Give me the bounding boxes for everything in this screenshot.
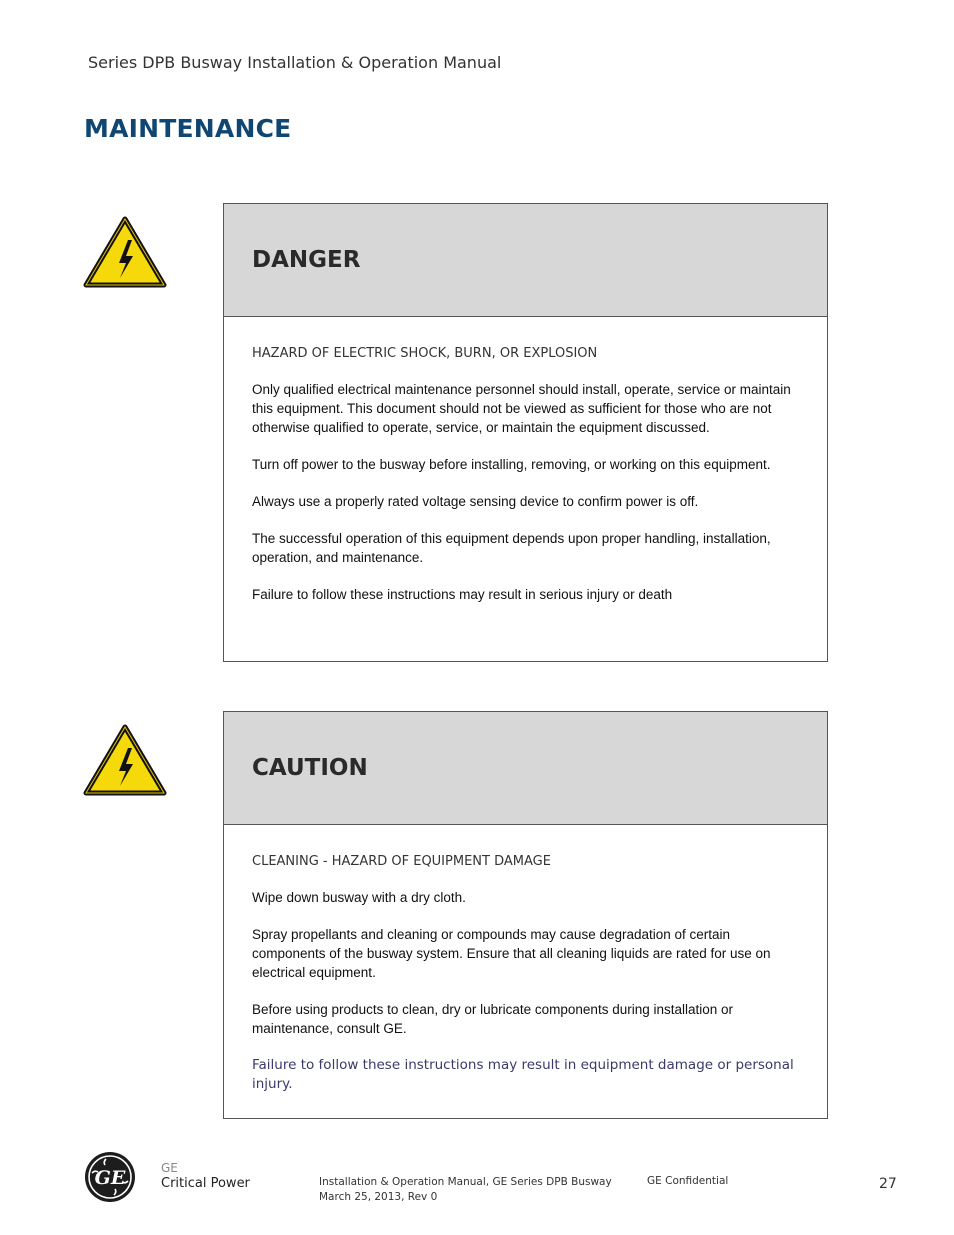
high-voltage-warning-icon	[83, 724, 167, 796]
footer-doc-date: March 25, 2013, Rev 0	[319, 1191, 438, 1203]
danger-paragraph: The successful operation of this equipment depends upon proper handling, installation, operation, and maintenance.	[252, 531, 771, 565]
footer-document-info	[319, 1175, 612, 1205]
caution-notice-box	[223, 711, 828, 1119]
section-title: MAINTENANCE	[84, 114, 292, 143]
caution-heading: CAUTION	[252, 755, 368, 781]
caution-paragraph: Failure to follow these instructions may result in equipment damage or personal injury.	[252, 1057, 794, 1092]
high-voltage-warning-icon	[83, 216, 167, 288]
danger-paragraph: Always use a properly rated voltage sensing device to confirm power is off.	[252, 494, 699, 509]
svg-text:GE: GE	[94, 1167, 126, 1189]
danger-body	[224, 317, 827, 604]
caution-paragraph: Before using products to clean, dry or lubricate components during installation or maintenance, consult GE.	[252, 1002, 734, 1036]
danger-notice-box	[223, 203, 828, 662]
footer-doc-title: Installation & Operation Manual, GE Series DPB Busway	[319, 1176, 612, 1188]
caution-header	[224, 712, 827, 825]
footer-division: Critical Power	[161, 1176, 250, 1191]
danger-header	[224, 204, 827, 317]
page-number: 27	[879, 1176, 897, 1192]
danger-paragraph: Turn off power to the busway before installing, removing, or working on this equipment.	[252, 457, 771, 472]
caution-body	[224, 825, 827, 1094]
danger-heading: DANGER	[252, 247, 361, 273]
danger-paragraph: Failure to follow these instructions may result in serious injury or death	[252, 587, 673, 602]
footer-confidential: GE Confidential	[647, 1175, 729, 1187]
danger-paragraph: Only qualified electrical maintenance personnel should install, operate, service or maintain this equipment. This document should not be viewed as sufficient for those who are not otherwise qualified to operate, service, or maintain the equipment discussed.	[252, 382, 791, 435]
caution-subhead: CLEANING - HAZARD OF EQUIPMENT DAMAGE	[252, 854, 551, 869]
danger-subhead: HAZARD OF ELECTRIC SHOCK, BURN, OR EXPLOSION	[252, 346, 598, 361]
caution-paragraph: Wipe down busway with a dry cloth.	[252, 890, 466, 905]
ge-logo-icon	[84, 1151, 136, 1203]
caution-paragraph: Spray propellants and cleaning or compounds may cause degradation of certain components of the busway system. Ensure that all cleaning liquids are rated for use on electrical equipment.	[252, 927, 771, 980]
document-header-title: Series DPB Busway Installation & Operation Manual	[88, 53, 502, 72]
footer-brand: GE	[161, 1161, 178, 1175]
